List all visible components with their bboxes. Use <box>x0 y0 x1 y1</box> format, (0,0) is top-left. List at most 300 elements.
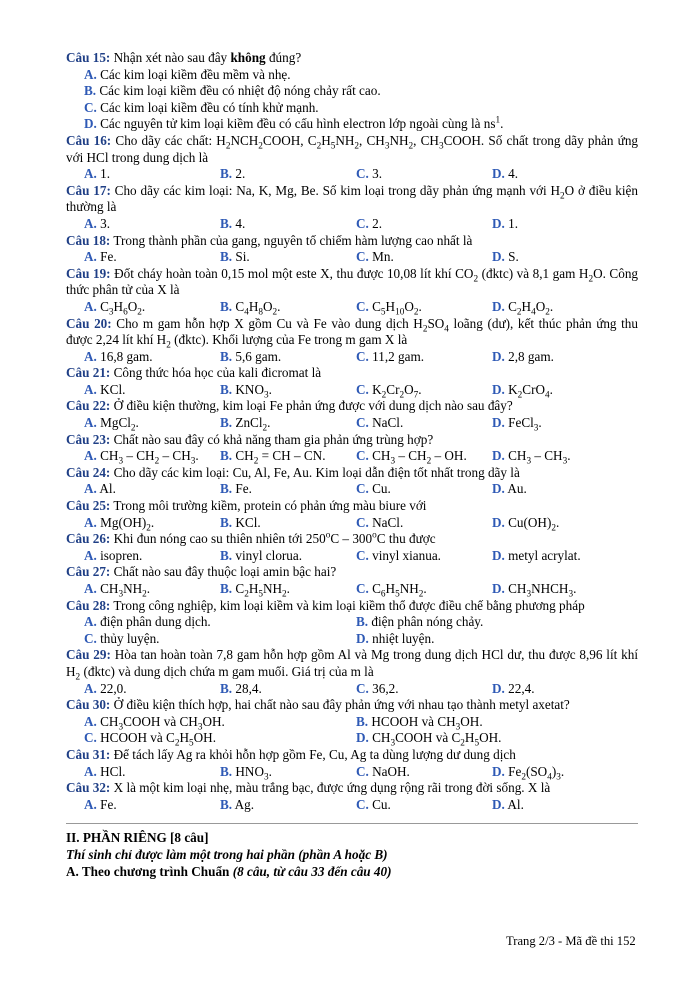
option-text: Au. <box>504 481 527 497</box>
answer-option <box>356 714 628 731</box>
question-stem <box>66 747 638 764</box>
option-text: 1. <box>504 215 519 231</box>
option-text: $CH_3 - CH_2 - CH_3$. <box>96 448 199 466</box>
answer-option <box>356 764 492 781</box>
answer-option <box>66 67 638 84</box>
question-stem <box>66 647 638 680</box>
option-letter: C. <box>356 581 369 596</box>
answer-option <box>356 216 492 233</box>
question-stem <box>66 365 638 382</box>
answer-option <box>66 100 638 117</box>
answer-option <box>220 349 356 366</box>
option-text: $K_2Cr_2O_7$. <box>368 381 422 400</box>
question-stem <box>66 133 638 166</box>
answer-option <box>84 481 220 498</box>
option-text: $C_2H_5NH_2$. <box>232 581 290 599</box>
option-letter: D. <box>492 249 505 265</box>
answer-option <box>84 249 220 266</box>
option-letter: C. <box>356 547 369 563</box>
option-text: $Fe_2(SO_4)_3$. <box>504 763 565 782</box>
option-text: Cu. <box>368 481 391 497</box>
answer-option <box>220 166 356 183</box>
option-text: MgCl$_2$. <box>96 415 139 433</box>
exam-content <box>66 50 638 880</box>
question-number: Câu 28: <box>66 597 111 613</box>
option-letter: B. <box>356 713 369 729</box>
option-text: vinyl xianua. <box>368 547 441 563</box>
question-stem <box>66 398 638 415</box>
option-letter: A. <box>84 415 97 431</box>
question-block <box>66 564 638 597</box>
answer-option <box>84 681 220 698</box>
question-number: Câu 32: <box>66 780 111 796</box>
answer-option <box>492 166 628 183</box>
answer-option <box>356 515 492 532</box>
option-text: NaCl. <box>368 415 404 431</box>
option-text: 1. <box>96 166 111 182</box>
answer-option <box>356 581 492 598</box>
option-text: $C_4H_8O_2$. <box>232 298 281 317</box>
option-text: $CH_2$ = CH – CN. <box>232 448 326 466</box>
option-letter: C. <box>356 415 369 431</box>
answer-option <box>492 481 628 498</box>
options-row <box>66 614 638 647</box>
options-row <box>66 216 638 233</box>
question-text: Cho dãy các chất: $H_2NCH_2COOH$, $C_2H_5NH_2$, $CH_3NH_2$, $CH_3COOH$. Số chất trong dãy phản ứng với HCl trong dung dịch là <box>66 132 639 165</box>
question-text: Công thức hóa học của kali đicromat là <box>110 365 322 381</box>
option-letter: A. <box>84 680 97 696</box>
question-block <box>66 316 638 366</box>
question-text: Ở điều kiện thích hợp, hai chất nào sau đây phản ứng với nhau tạo thành metyl axetat? <box>110 697 570 713</box>
question-block <box>66 233 638 266</box>
question-text: Chất nào sau đây có khả năng tham gia phản ứng trùng hợp? <box>110 431 434 447</box>
option-text: Fe. <box>96 796 117 812</box>
answer-option <box>84 299 220 316</box>
option-text: $CH_3COOH$ và $C_2H_5OH$. <box>368 730 502 748</box>
option-letter: A. <box>84 215 97 231</box>
option-text: $CH_3 - CH_2$ – OH. <box>368 448 467 466</box>
option-text: Al. <box>504 796 524 812</box>
question-block <box>66 50 638 133</box>
question-block <box>66 647 638 697</box>
answer-option <box>220 548 356 565</box>
option-text: $C_2H_4O_2$. <box>504 298 554 317</box>
answer-option <box>492 299 628 316</box>
option-text: $CH_3NHCH_3$. <box>504 581 577 599</box>
option-letter: D. <box>492 796 505 812</box>
option-letter: A. <box>84 713 97 729</box>
option-text: Các kim loại kiềm đều có nhiệt độ nóng chảy rất cao. <box>96 83 381 99</box>
answer-option <box>356 548 492 565</box>
options-row <box>66 481 638 498</box>
option-letter: B. <box>220 448 233 464</box>
question-number: Câu 18: <box>66 232 111 248</box>
option-text: isopren. <box>96 547 143 563</box>
answer-option <box>220 581 356 598</box>
option-text: 4. <box>504 166 519 182</box>
answer-option <box>220 681 356 698</box>
option-letter: B. <box>220 249 233 265</box>
question-block <box>66 465 638 498</box>
question-block <box>66 747 638 780</box>
section-title: II. PHẦN RIÊNG [8 câu] <box>66 830 209 846</box>
question-number: Câu 17: <box>66 182 111 198</box>
option-letter: A. <box>84 166 97 182</box>
answer-option <box>356 349 492 366</box>
option-text: $C_6H_5NH_2$. <box>368 581 427 599</box>
option-text: NaOH. <box>368 763 410 779</box>
question-block <box>66 432 638 465</box>
answer-option <box>220 797 356 814</box>
answer-option <box>492 681 628 698</box>
page-footer: Trang 2/3 - Mã đề thi 152 <box>506 934 636 948</box>
option-text: Fe. <box>96 249 117 265</box>
options-row <box>66 166 638 183</box>
answer-option <box>84 631 356 648</box>
subheading-detail: (8 câu, từ câu 33 đến câu 40) <box>232 864 392 880</box>
question-stem <box>66 50 638 67</box>
question-number: Câu 27: <box>66 564 111 580</box>
option-letter: C. <box>356 448 369 464</box>
question-stem <box>66 465 638 482</box>
question-text: Để tách lấy Ag ra khỏi hỗn hợp gồm Fe, Cu, Ag ta dùng lượng dư dung dịch <box>110 746 516 762</box>
option-letter: B. <box>220 166 233 182</box>
option-text: Fe. <box>232 481 252 497</box>
option-text: $C_5H_{10}O_2$. <box>368 298 422 317</box>
option-text: điện phân nóng chảy. <box>368 614 484 630</box>
answer-option <box>356 797 492 814</box>
option-text: $C_3H_6O_2$. <box>96 298 146 317</box>
answer-option <box>356 415 492 432</box>
section-divider <box>66 823 638 824</box>
option-text: vinyl clorua. <box>232 547 303 563</box>
option-letter: D. <box>492 514 505 530</box>
question-text: Nhận xét nào sau đây không đúng? <box>110 50 302 65</box>
option-letter: B. <box>220 514 233 530</box>
option-text: $HNO_3$. <box>232 763 272 782</box>
option-text: ZnCl$_2$. <box>232 415 271 433</box>
answer-option <box>84 764 220 781</box>
question-text: Cho dãy các kim loại: Cu, Al, Fe, Au. Kim loại dẫn điện tốt nhất trong dãy là <box>110 464 520 480</box>
option-letter: B. <box>220 298 233 314</box>
answer-option <box>492 515 628 532</box>
question-number: Câu 26: <box>66 531 111 547</box>
answer-option <box>220 481 356 498</box>
answer-option <box>84 448 220 465</box>
answer-option <box>492 581 628 598</box>
answer-option <box>356 481 492 498</box>
answer-option <box>492 548 628 565</box>
options-row <box>66 249 638 266</box>
answer-option <box>84 415 220 432</box>
question-stem <box>66 780 638 797</box>
option-letter: D. <box>492 481 505 497</box>
option-letter: A. <box>84 514 97 530</box>
answer-option <box>220 448 356 465</box>
question-block <box>66 598 638 648</box>
answer-option <box>356 166 492 183</box>
answer-option <box>220 764 356 781</box>
answer-option <box>220 249 356 266</box>
options-row <box>66 382 638 399</box>
question-stem <box>66 432 638 449</box>
question-stem <box>66 564 638 581</box>
question-stem <box>66 266 638 299</box>
option-letter: D. <box>492 381 505 397</box>
answer-option <box>356 681 492 698</box>
option-text: $Mg(OH)_2$. <box>96 514 155 533</box>
option-text: 2. <box>232 166 246 182</box>
options-row <box>66 764 638 781</box>
option-letter: A. <box>84 448 97 464</box>
question-text: Trong môi trường kiềm, protein có phản ứng màu biure với <box>110 498 427 514</box>
option-letter: D. <box>356 730 369 746</box>
question-text: Ở điều kiện thường, kim loại Fe phản ứng được với dung dịch nào sau đây? <box>110 398 513 414</box>
answer-option <box>356 614 628 631</box>
question-stem <box>66 697 638 714</box>
answer-option <box>492 797 628 814</box>
option-letter: B. <box>220 215 233 231</box>
options-row <box>66 349 638 366</box>
options-row <box>66 797 638 814</box>
option-letter: B. <box>220 796 233 812</box>
answer-option <box>356 631 628 648</box>
question-text: Chất nào sau đây thuộc loại amin bậc hai? <box>110 564 337 580</box>
option-text: Các kim loại kiềm đều có tính khử mạnh. <box>96 99 319 115</box>
question-block <box>66 398 638 431</box>
question-stem <box>66 531 638 548</box>
answer-option <box>492 249 628 266</box>
option-letter: A. <box>84 547 97 563</box>
answer-option <box>356 249 492 266</box>
question-text: Hòa tan hoàn toàn 7,8 gam hỗn hợp gồm Al và Mg trong dung dịch HCl dư, thu được 8,96 lít khí $H_2$ (đktc) và dung dịch chứa m gam muối. Giá trị của m là <box>66 647 638 682</box>
option-text: Các kim loại kiềm đều mềm và nhẹ. <box>96 66 291 82</box>
option-text: HCOOH và $CH_3OH$. <box>368 713 483 732</box>
answer-option <box>220 515 356 532</box>
option-letter: B. <box>356 614 369 630</box>
question-number: Câu 19: <box>66 265 111 281</box>
option-letter: A. <box>84 249 97 265</box>
options-row <box>66 299 638 316</box>
option-letter: A. <box>84 66 97 82</box>
answer-option <box>66 83 638 100</box>
option-text: điện phân dung dịch. <box>96 614 211 630</box>
options-row <box>66 714 638 747</box>
option-text: 4. <box>232 215 246 231</box>
option-letter: A. <box>84 481 97 497</box>
question-text: Cho m gam hỗn hợp X gồm Cu và Fe vào dung dịch $H_2SO_4$ loãng (dư), kết thúc phản ứng thu được 2,24 lít khí $H_2$ (đktc). Khối lượng của Fe trong m gam X là <box>66 315 638 350</box>
option-text: Cu. <box>368 796 391 812</box>
question-stem <box>66 233 638 250</box>
option-text: 22,4. <box>504 680 535 696</box>
option-letter: C. <box>356 796 369 812</box>
answer-option <box>84 581 220 598</box>
option-text: $CH_3 - CH_3$. <box>504 448 571 466</box>
answer-option <box>492 415 628 432</box>
option-letter: A. <box>84 381 97 397</box>
question-block <box>66 266 638 316</box>
option-letter: A. <box>84 298 97 314</box>
question-text: Đốt cháy hoàn toàn 0,15 mol một este X, thu được 10,08 lít khí $CO_2$ (đktc) và 8,1 gam $H_2O$. Công thức phân tử của X là <box>66 265 639 298</box>
question-number: Câu 22: <box>66 398 111 414</box>
options-row <box>66 681 638 698</box>
question-number: Câu 15: <box>66 50 111 65</box>
option-letter: D. <box>492 680 505 696</box>
answer-option <box>84 614 356 631</box>
option-text: $CH_3NH_2$. <box>96 581 151 599</box>
option-letter: B. <box>220 348 233 364</box>
question-text: Khi đun nóng cao su thiên nhiên tới 250$^o$C – 300$^o$C thu được <box>110 529 436 547</box>
option-letter: A. <box>84 348 97 364</box>
options-row <box>66 448 638 465</box>
question-text: Cho dãy các kim loại: Na, K, Mg, Be. Số kim loại trong dãy phản ứng mạnh với $H_2O$ ở điều kiện thường là <box>66 182 639 215</box>
answer-option <box>220 299 356 316</box>
question-number: Câu 23: <box>66 431 111 447</box>
option-letter: C. <box>356 763 369 779</box>
question-text: Trong thành phần của gang, nguyên tố chiếm hàm lượng cao nhất là <box>110 232 473 248</box>
answer-option <box>84 730 356 747</box>
option-letter: C. <box>356 680 369 696</box>
answer-option <box>356 448 492 465</box>
answer-option <box>84 714 356 731</box>
question-number: Câu 21: <box>66 365 111 381</box>
answer-option <box>492 349 628 366</box>
option-text: 16,8 gam. <box>96 348 153 364</box>
answer-option <box>492 448 628 465</box>
option-text: 3. <box>96 215 111 231</box>
question-block <box>66 498 638 531</box>
option-letter: C. <box>356 381 369 397</box>
question-number: Câu 16: <box>66 132 112 148</box>
option-text: FeCl$_3$. <box>504 415 542 433</box>
option-text: HCOOH và $C_2H_5OH$. <box>96 730 216 748</box>
option-text: Al. <box>96 481 116 497</box>
answer-option <box>492 764 628 781</box>
question-block <box>66 780 638 813</box>
option-text: nhiệt luyện. <box>368 630 435 646</box>
option-letter: D. <box>84 116 97 132</box>
section-note: Thí sinh chỉ được làm một trong hai phần (phần A hoặc B) <box>66 847 388 863</box>
answer-option <box>492 216 628 233</box>
option-text: metyl acrylat. <box>504 547 581 563</box>
option-letter: C. <box>84 99 97 115</box>
question-number: Câu 29: <box>66 647 111 663</box>
option-letter: D. <box>492 415 505 431</box>
option-letter: A. <box>84 581 97 596</box>
option-letter: C. <box>356 166 369 182</box>
option-letter: C. <box>356 298 369 314</box>
option-text: 22,0. <box>96 680 127 696</box>
option-letter: D. <box>492 763 505 779</box>
option-text: $Cu(OH)_2$. <box>504 514 560 533</box>
option-letter: D. <box>356 630 369 646</box>
answer-option <box>84 548 220 565</box>
answer-option <box>356 382 492 399</box>
answer-option <box>356 730 628 747</box>
answer-option <box>84 349 220 366</box>
question-number: Câu 25: <box>66 498 111 514</box>
subheading-prefix: A. Theo chương trình Chuẩn <box>66 864 233 880</box>
question-block <box>66 183 638 233</box>
option-letter: D. <box>492 581 505 596</box>
answer-option <box>84 797 220 814</box>
question-block <box>66 697 638 747</box>
answer-option <box>84 166 220 183</box>
option-letter: B. <box>220 680 233 696</box>
question-number: Câu 30: <box>66 697 111 713</box>
question-number: Câu 24: <box>66 464 111 480</box>
option-letter: C. <box>356 348 369 364</box>
question-text: X là một kim loại nhẹ, màu trắng bạc, được ứng dụng rộng rãi trong đời sống. X là <box>110 780 551 796</box>
option-letter: B. <box>84 83 97 99</box>
option-letter: C. <box>356 215 369 231</box>
option-letter: D. <box>492 547 505 563</box>
answer-option <box>220 415 356 432</box>
option-letter: A. <box>84 763 97 779</box>
option-letter: C. <box>356 481 369 497</box>
answer-option <box>356 299 492 316</box>
question-text: Trong công nghiệp, kim loại kiềm và kim loại kiềm thổ được điều chế bằng phương pháp <box>110 597 585 613</box>
option-text: HCl. <box>96 763 126 779</box>
question-block <box>66 531 638 564</box>
option-text: KCl. <box>232 514 261 530</box>
section-subheading <box>66 863 638 880</box>
option-text: Các nguyên tử kim loại kiềm đều có cấu hình electron lớp ngoài cùng là $ns^1$. <box>96 114 504 132</box>
option-letter: D. <box>492 166 505 182</box>
option-text: 2,8 gam. <box>504 348 554 364</box>
question-stem <box>66 183 638 216</box>
option-text: 11,2 gam. <box>368 348 425 364</box>
option-letter: C. <box>356 514 369 530</box>
question-list <box>66 50 638 813</box>
options-row <box>66 415 638 432</box>
option-letter: B. <box>220 381 233 397</box>
question-number: Câu 20: <box>66 315 112 331</box>
option-text: 28,4. <box>232 680 262 696</box>
options-row <box>66 515 638 532</box>
option-letter: D. <box>492 348 505 364</box>
option-letter: C. <box>84 730 97 746</box>
option-text: Ag. <box>232 796 255 812</box>
question-stem <box>66 498 638 515</box>
answer-option <box>492 382 628 399</box>
option-text: 2. <box>368 215 383 231</box>
option-letter: C. <box>84 630 97 646</box>
option-text: NaCl. <box>368 514 404 530</box>
question-block <box>66 133 638 183</box>
option-letter: D. <box>492 448 505 464</box>
question-number: Câu 31: <box>66 746 111 762</box>
option-text: Si. <box>232 249 250 265</box>
answer-option <box>220 216 356 233</box>
option-letter: A. <box>84 614 97 630</box>
option-letter: D. <box>492 215 505 231</box>
answer-option <box>84 216 220 233</box>
options-row <box>66 581 638 598</box>
option-letter: B. <box>220 763 233 779</box>
option-text: 36,2. <box>368 680 399 696</box>
answer-option <box>66 116 638 133</box>
question-stem <box>66 598 638 615</box>
option-letter: A. <box>84 796 97 812</box>
option-text: 5,6 gam. <box>232 348 282 364</box>
option-letter: D. <box>492 298 505 314</box>
option-text: KCl. <box>96 381 126 397</box>
answer-option <box>84 382 220 399</box>
option-letter: B. <box>220 415 233 431</box>
option-text: Mn. <box>368 249 394 265</box>
option-letter: B. <box>220 581 233 596</box>
